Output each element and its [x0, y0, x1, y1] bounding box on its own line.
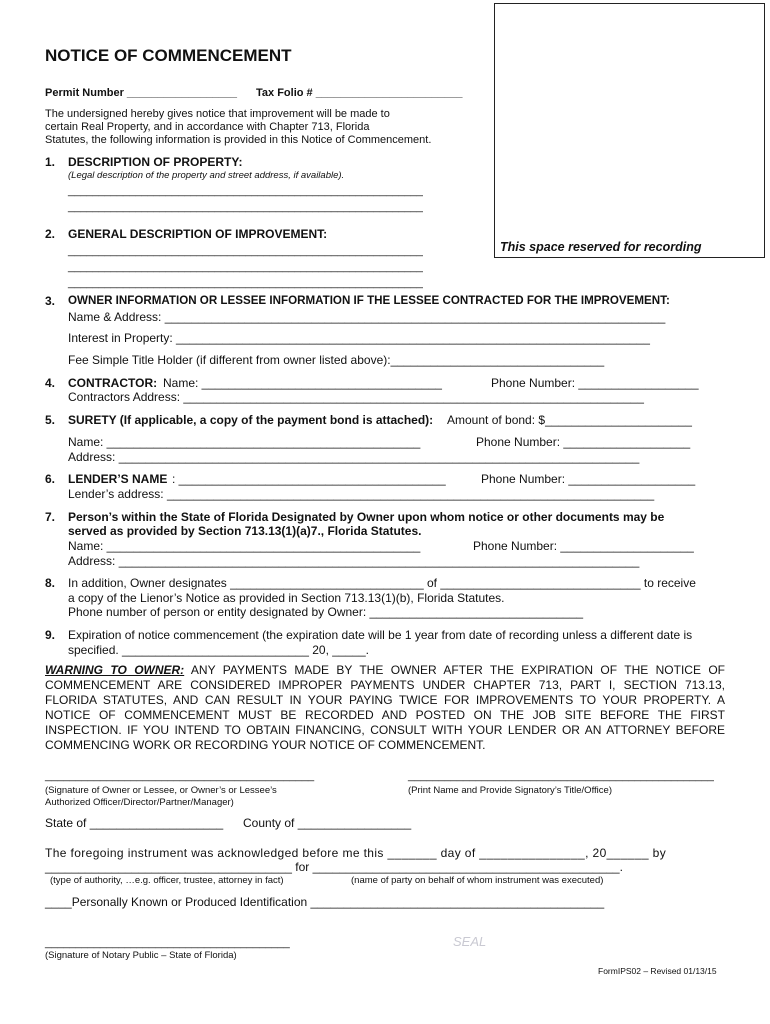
- interest-in-property-field[interactable]: Interest in Property: _______________________________________________________________________: [68, 331, 650, 345]
- surety-address-field[interactable]: Address: ______________________________________________________________________________: [68, 450, 640, 464]
- section-5-heading: SURETY (If applicable, a copy of the payment bond is attached):: [68, 413, 434, 427]
- section-1-number: 1.: [45, 155, 56, 169]
- form-revision-footer: FormIPS02 – Revised 01/13/15: [598, 966, 717, 976]
- owner-name-address-field[interactable]: Name & Address: ___________________________________________________________________________: [68, 310, 666, 324]
- recording-space-box: [494, 3, 765, 258]
- section-7-heading-line-1: Person’s within the State of Florida Designated by Owner upon whom notice or other documents may be: [68, 510, 665, 524]
- print-name-line[interactable]: __________________________________________________: [408, 770, 714, 782]
- lender-name-field[interactable]: : ________________________________________: [172, 472, 446, 486]
- section-6-heading: LENDER’S NAME: [68, 472, 168, 486]
- improvement-description-line-1[interactable]: __________________________________________________________: [68, 245, 423, 257]
- notary-signature-line[interactable]: ________________________________________: [45, 937, 290, 949]
- section-8-line-2: a copy of the Lienor’s Notice as provided in Section 713.13(1)(b), Florida Statutes.: [68, 591, 505, 605]
- bond-amount-field[interactable]: Amount of bond: $______________________: [447, 413, 692, 427]
- recording-space-label: This space reserved for recording: [500, 240, 702, 254]
- property-description-line-2[interactable]: __________________________________________________________: [68, 201, 423, 213]
- section-6-number: 6.: [45, 472, 56, 486]
- section-8-number: 8.: [45, 576, 56, 590]
- intro-line-2: certain Real Property, and in accordance with Chapter 713, Florida: [45, 121, 370, 133]
- contractor-address-field[interactable]: Contractors Address: _____________________________________________________________________: [68, 390, 644, 404]
- fee-simple-title-holder-field[interactable]: Fee Simple Title Holder (if different from owner listed above):________________________________: [68, 353, 605, 367]
- section-4-number: 4.: [45, 376, 56, 390]
- print-name-caption: (Print Name and Provide Signatory’s Title/Office): [408, 785, 612, 796]
- section-2-number: 2.: [45, 227, 56, 241]
- authority-party-line[interactable]: _____________________________________ for ______________________________________________.: [45, 860, 623, 874]
- improvement-description-line-3[interactable]: __________________________________________________________: [68, 277, 423, 289]
- tax-folio-field[interactable]: Tax Folio # ________________________: [256, 87, 463, 99]
- property-description-line-1[interactable]: __________________________________________________________: [68, 185, 423, 197]
- improvement-description-line-2[interactable]: __________________________________________________________: [68, 261, 423, 273]
- section-9-line-1: Expiration of notice commencement (the expiration date will be 1 year from date of recording unless a different date is: [68, 628, 693, 642]
- notary-signature-caption: (Signature of Notary Public – State of Florida): [45, 950, 237, 961]
- lender-phone-field[interactable]: Phone Number: ___________________: [481, 472, 696, 486]
- owner-signature-caption-1: (Signature of Owner or Lessee, or Owner’s or Lessee’s: [45, 785, 277, 796]
- expiration-date-field[interactable]: specified. ____________________________ 20, _____.: [68, 643, 369, 657]
- contractor-phone-field[interactable]: Phone Number: __________________: [491, 376, 699, 390]
- section-7-number: 7.: [45, 510, 56, 524]
- page-title: NOTICE OF COMMENCEMENT: [45, 46, 292, 65]
- designated-phone-field[interactable]: Phone number of person or entity designated by Owner: ________________________________: [68, 605, 584, 619]
- owner-signature-line[interactable]: ____________________________________________: [45, 770, 315, 782]
- warning-body: ANY PAYMENTS MADE BY THE OWNER AFTER THE EXPIRATION OF THE NOTICE OF COMMENCEMENT ARE CONSIDERED IMPROPER PAYMENTS UNDER CHAPTER 713, PART I, SECTION 713.13, FLORIDA STATUTES, AND CAN RESULT IN YOUR PAYING TWICE FOR IMPROVEMENTS TO YOUR PROPERTY. A NOTICE OF COMMENCEMENT MUST BE RECORDED AND POSTED ON THE JOB SITE BEFORE THE FIRST INSPECTION. IF YOU INTEND TO OBTAIN FINANCING, CONSULT WITH YOUR LENDER OR AN ATTORNEY BEFORE COMMENCING WORK OR RECORDING YOUR NOTICE OF COMMENCEMENT.: [45, 663, 725, 752]
- party-caption: (name of party on behalf of whom instrument was executed): [351, 875, 604, 886]
- section-1-note: (Legal description of the property and street address, if available).: [68, 170, 345, 181]
- section-2-heading: GENERAL DESCRIPTION OF IMPROVEMENT:: [68, 227, 328, 241]
- section-9-number: 9.: [45, 628, 56, 642]
- county-field[interactable]: County of _________________: [243, 816, 412, 830]
- designee-address-field[interactable]: Address: ______________________________________________________________________________: [68, 554, 640, 568]
- section-5-number: 5.: [45, 413, 56, 427]
- personally-known-field[interactable]: ____Personally Known or Produced Identification ____________________________________________: [45, 895, 605, 909]
- section-7-heading-line-2: served as provided by Section 713.13(1)(a)7., Florida Statutes.: [68, 524, 422, 538]
- warning-heading: WARNING TO OWNER:: [45, 663, 185, 677]
- section-3-heading: OWNER INFORMATION OR LESSEE INFORMATION IF THE LESSEE CONTRACTED FOR THE IMPROVEMENT:: [68, 294, 670, 307]
- designee-phone-field[interactable]: Phone Number: ____________________: [473, 539, 694, 553]
- intro-line-1: The undersigned hereby gives notice that improvement will be made to: [45, 108, 390, 120]
- seal-placeholder: SEAL: [453, 934, 487, 949]
- surety-name-field[interactable]: Name: _______________________________________________: [68, 435, 421, 449]
- section-3-number: 3.: [45, 294, 56, 308]
- acknowledgment-line[interactable]: The foregoing instrument was acknowledged before me this _______ day of _______________, 20______ by: [45, 846, 667, 860]
- contractor-name-field[interactable]: Name: ____________________________________: [163, 376, 442, 390]
- intro-line-3: Statutes, the following information is provided in this Notice of Commencement.: [45, 134, 432, 146]
- authority-caption: (type of authority, …e.g. officer, trustee, attorney in fact): [50, 875, 284, 886]
- owner-signature-caption-2: Authorized Officer/Director/Partner/Manager): [45, 797, 234, 808]
- designee-name-field[interactable]: Name: _______________________________________________: [68, 539, 421, 553]
- section-4-heading: CONTRACTOR:: [68, 376, 158, 390]
- section-1-heading: DESCRIPTION OF PROPERTY:: [68, 155, 243, 169]
- owner-designates-field[interactable]: In addition, Owner designates _____________________________ of ______________________________ to receive: [68, 576, 696, 590]
- state-field[interactable]: State of ____________________: [45, 816, 224, 830]
- warning-paragraph: [45, 663, 725, 753]
- surety-phone-field[interactable]: Phone Number: ___________________: [476, 435, 691, 449]
- permit-number-field[interactable]: Permit Number __________________: [45, 87, 238, 99]
- lender-address-field[interactable]: Lender’s address: _________________________________________________________________________: [68, 487, 655, 501]
